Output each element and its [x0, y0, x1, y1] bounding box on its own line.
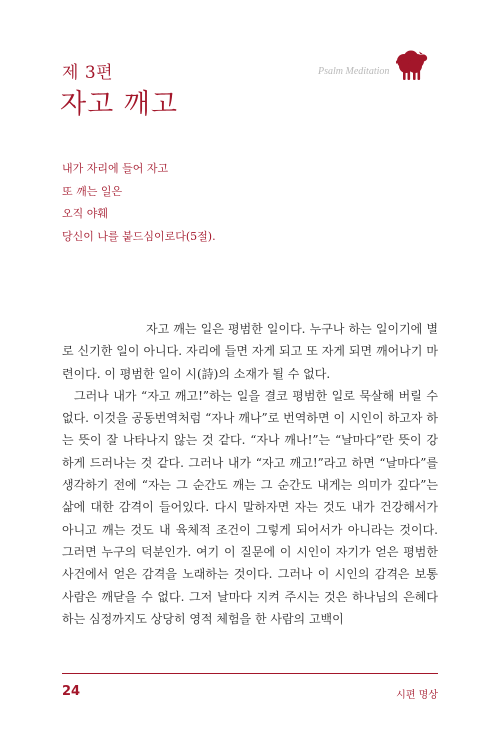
- quote-line: 또 깨는 일은: [62, 184, 123, 198]
- sheep-icon: [392, 47, 428, 81]
- quote-line: 당신이 나를 붙드심이로다(5절).: [62, 229, 216, 243]
- running-head: Psalm Meditation: [318, 66, 390, 77]
- quote-line: 오직 야훼: [62, 207, 109, 220]
- page-number: 24: [62, 684, 81, 699]
- chapter-label: 제 3편: [62, 63, 114, 83]
- chapter-title: 자고 깨고: [60, 89, 178, 120]
- quote-line: 내가 자리에 들어 자고: [62, 162, 169, 175]
- scripture-quote: [62, 158, 216, 248]
- body-paragraph: 자고 깨는 일은 평범한 일이다. 누구나 하는 일이기에 별로 신기한 일이 아니다. 자리에 들면 자게 되고 또 자게 되면 깨어나기 마련이다. 이 평범한 일이 시(詩)의 소재가 될 수 없다.: [62, 322, 438, 381]
- footer-book-title: 시편 명상: [396, 690, 438, 701]
- body-text: [62, 318, 438, 630]
- body-paragraph: 그러나 내가 “자고 깨고!”하는 일을 결코 평범한 일로 묵살해 버릴 수 없다. 이것을 공동번역처럼 “자나 깨나”로 번역하면 이 시인이 하고자 하는 뜻이 잘 나타나지 않는 것 같다. “자나 깨나!”는 “날마다”란 뜻이 강하게 드러나는 것 같다. 그러나 내가 “자고 깨고!”라고 하면 “날마다”를 생각하기 전에 “자는 그 순간도 깨는 그 순간도 내게는 의미가 깊다”는 삶에 대한 감격이 들어있다. 다시 말하자면 자는 것도 내가 건강해서가 아니고 깨는 것도 내 육체적 조건이 그렇게 되어서가 아니라는 것이다. 그러면 누구의 덕분인가. 여기 이 질문에 이 시인이 자기가 얻은 평범한 사건에서 얻은 감격을 노래하는 것이다. 그러나 이 시인의 감격은 보통 사람은 깨닫을 수 없다. 그저 날마다 지켜 주시는 것은 하나님의 은혜다 하는 심정까지도 상당히 영적 체험을 한 사람의 고백이: [62, 388, 438, 626]
- footer-divider: [62, 673, 438, 674]
